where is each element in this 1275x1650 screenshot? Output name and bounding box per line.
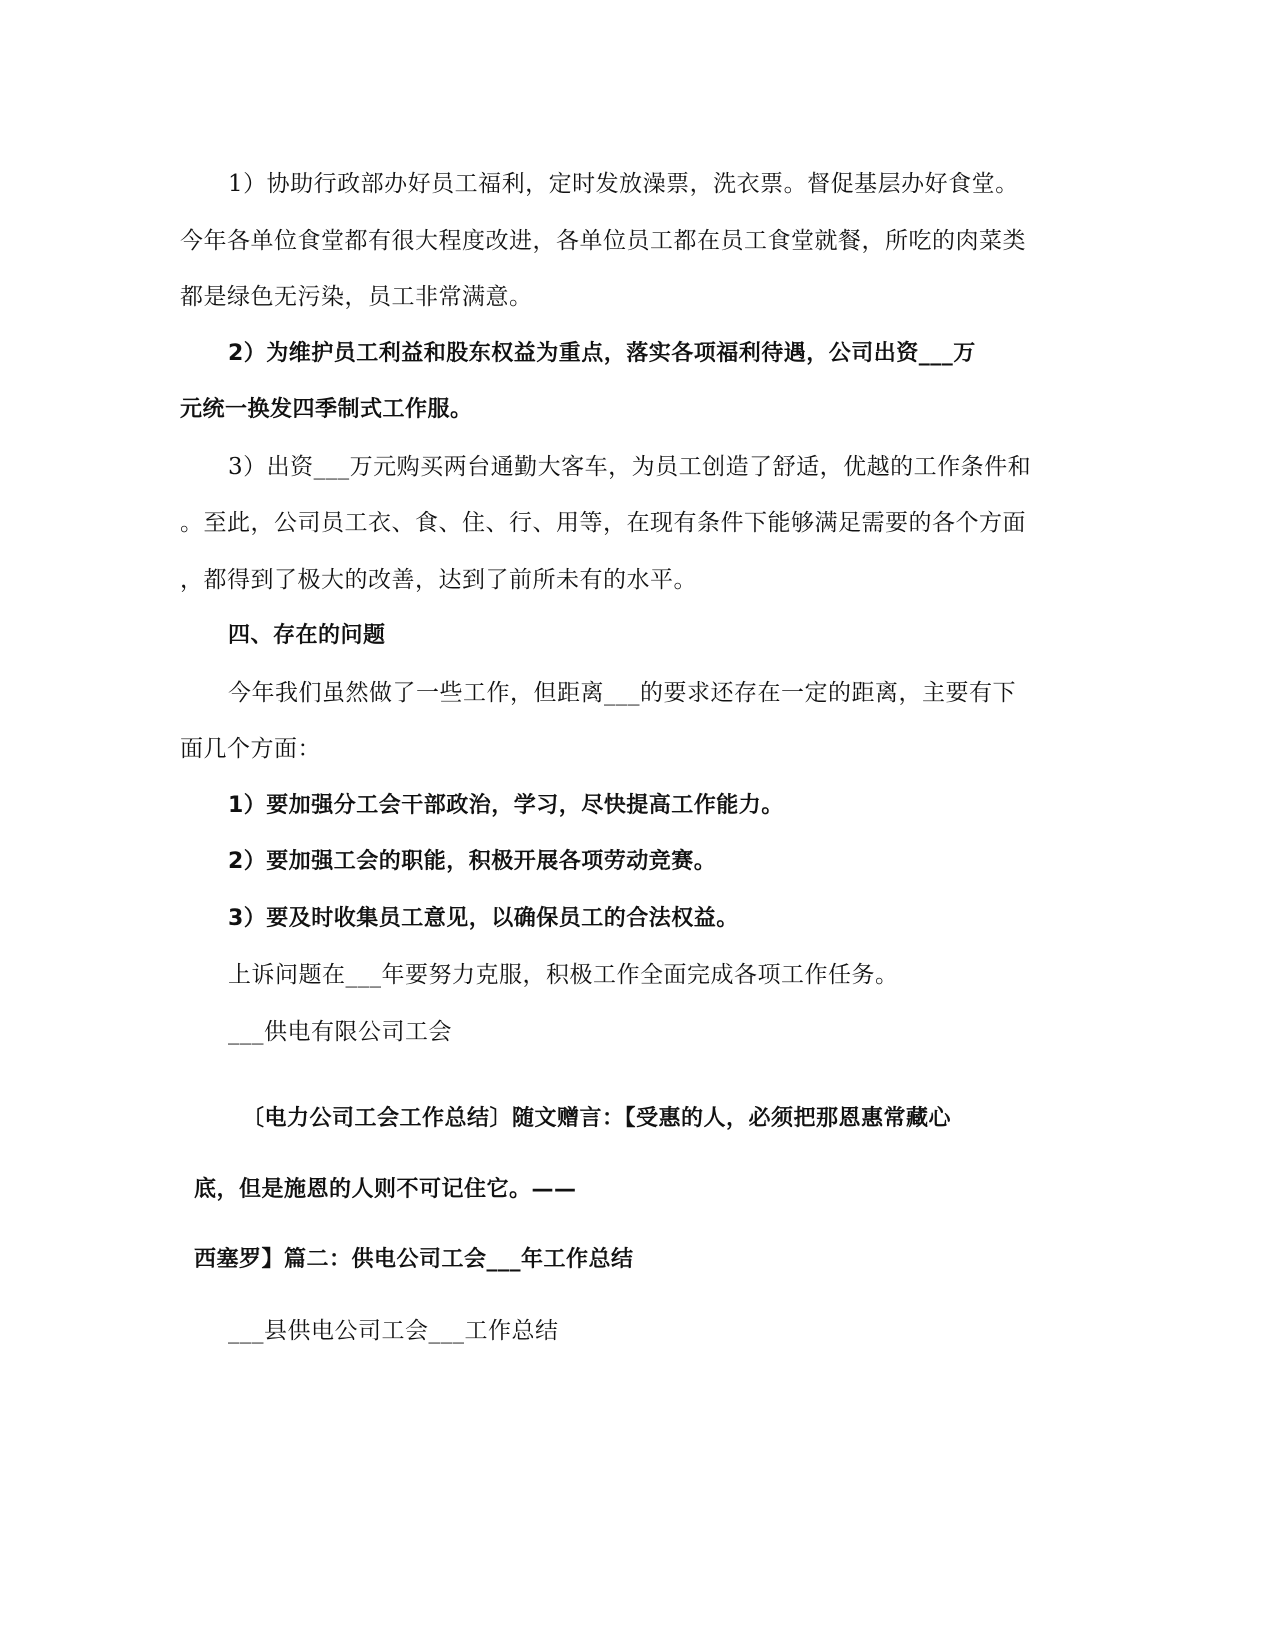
paragraph-line: 都是绿色无污染，员工非常满意。	[180, 284, 533, 310]
paragraph-line-bold: 2）为维护员工利益和股东权益为重点，落实各项福利待遇，公司出资___万	[228, 341, 976, 366]
subtitle-line: ___县供电公司工会___工作总结	[228, 1318, 559, 1344]
quote-line: 底，但是施恩的人则不可记住它。——	[194, 1177, 577, 1202]
paragraph-line-bold: 元统一换发四季制式工作服。	[180, 397, 473, 422]
list-item: 2）要加强工会的职能，积极开展各项劳动竞赛。	[228, 849, 717, 874]
paragraph-line: 今年我们虽然做了一些工作，但距离___的要求还存在一定的距离，主要有下	[228, 680, 1016, 706]
section-heading: 四、存在的问题	[228, 623, 386, 648]
paragraph-line: 上诉问题在___年要努力克服，积极工作全面完成各项工作任务。	[228, 962, 899, 988]
list-item: 3）要及时收集员工意见，以确保员工的合法权益。	[228, 906, 739, 931]
paragraph-line: 3）出资___万元购买两台通勤大客车，为员工创造了舒适，优越的工作条件和	[228, 454, 1032, 480]
section-title: 西塞罗】篇二：供电公司工会___年工作总结	[194, 1247, 634, 1272]
paragraph-line: 面几个方面：	[180, 736, 321, 762]
paragraph-line: 。至此，公司员工衣、食、住、行、用等，在现有条件下能够满足需要的各个方面	[180, 510, 1026, 536]
paragraph-line: ，都得到了极大的改善，达到了前所未有的水平。	[180, 567, 697, 593]
list-item: 1）要加强分工会干部政治，学习，尽快提高工作能力。	[228, 793, 784, 818]
quote-line: 〔电力公司工会工作总结〕随文赠言：【受惠的人，必须把那恩惠常藏心	[242, 1106, 952, 1131]
signature-line: ___供电有限公司工会	[228, 1019, 452, 1045]
paragraph-line: 1）协助行政部办好员工福利，定时发放澡票，洗衣票。督促基层办好食堂。	[228, 171, 1019, 197]
paragraph-line: 今年各单位食堂都有很大程度改进，各单位员工都在员工食堂就餐，所吃的肉菜类	[180, 228, 1026, 254]
